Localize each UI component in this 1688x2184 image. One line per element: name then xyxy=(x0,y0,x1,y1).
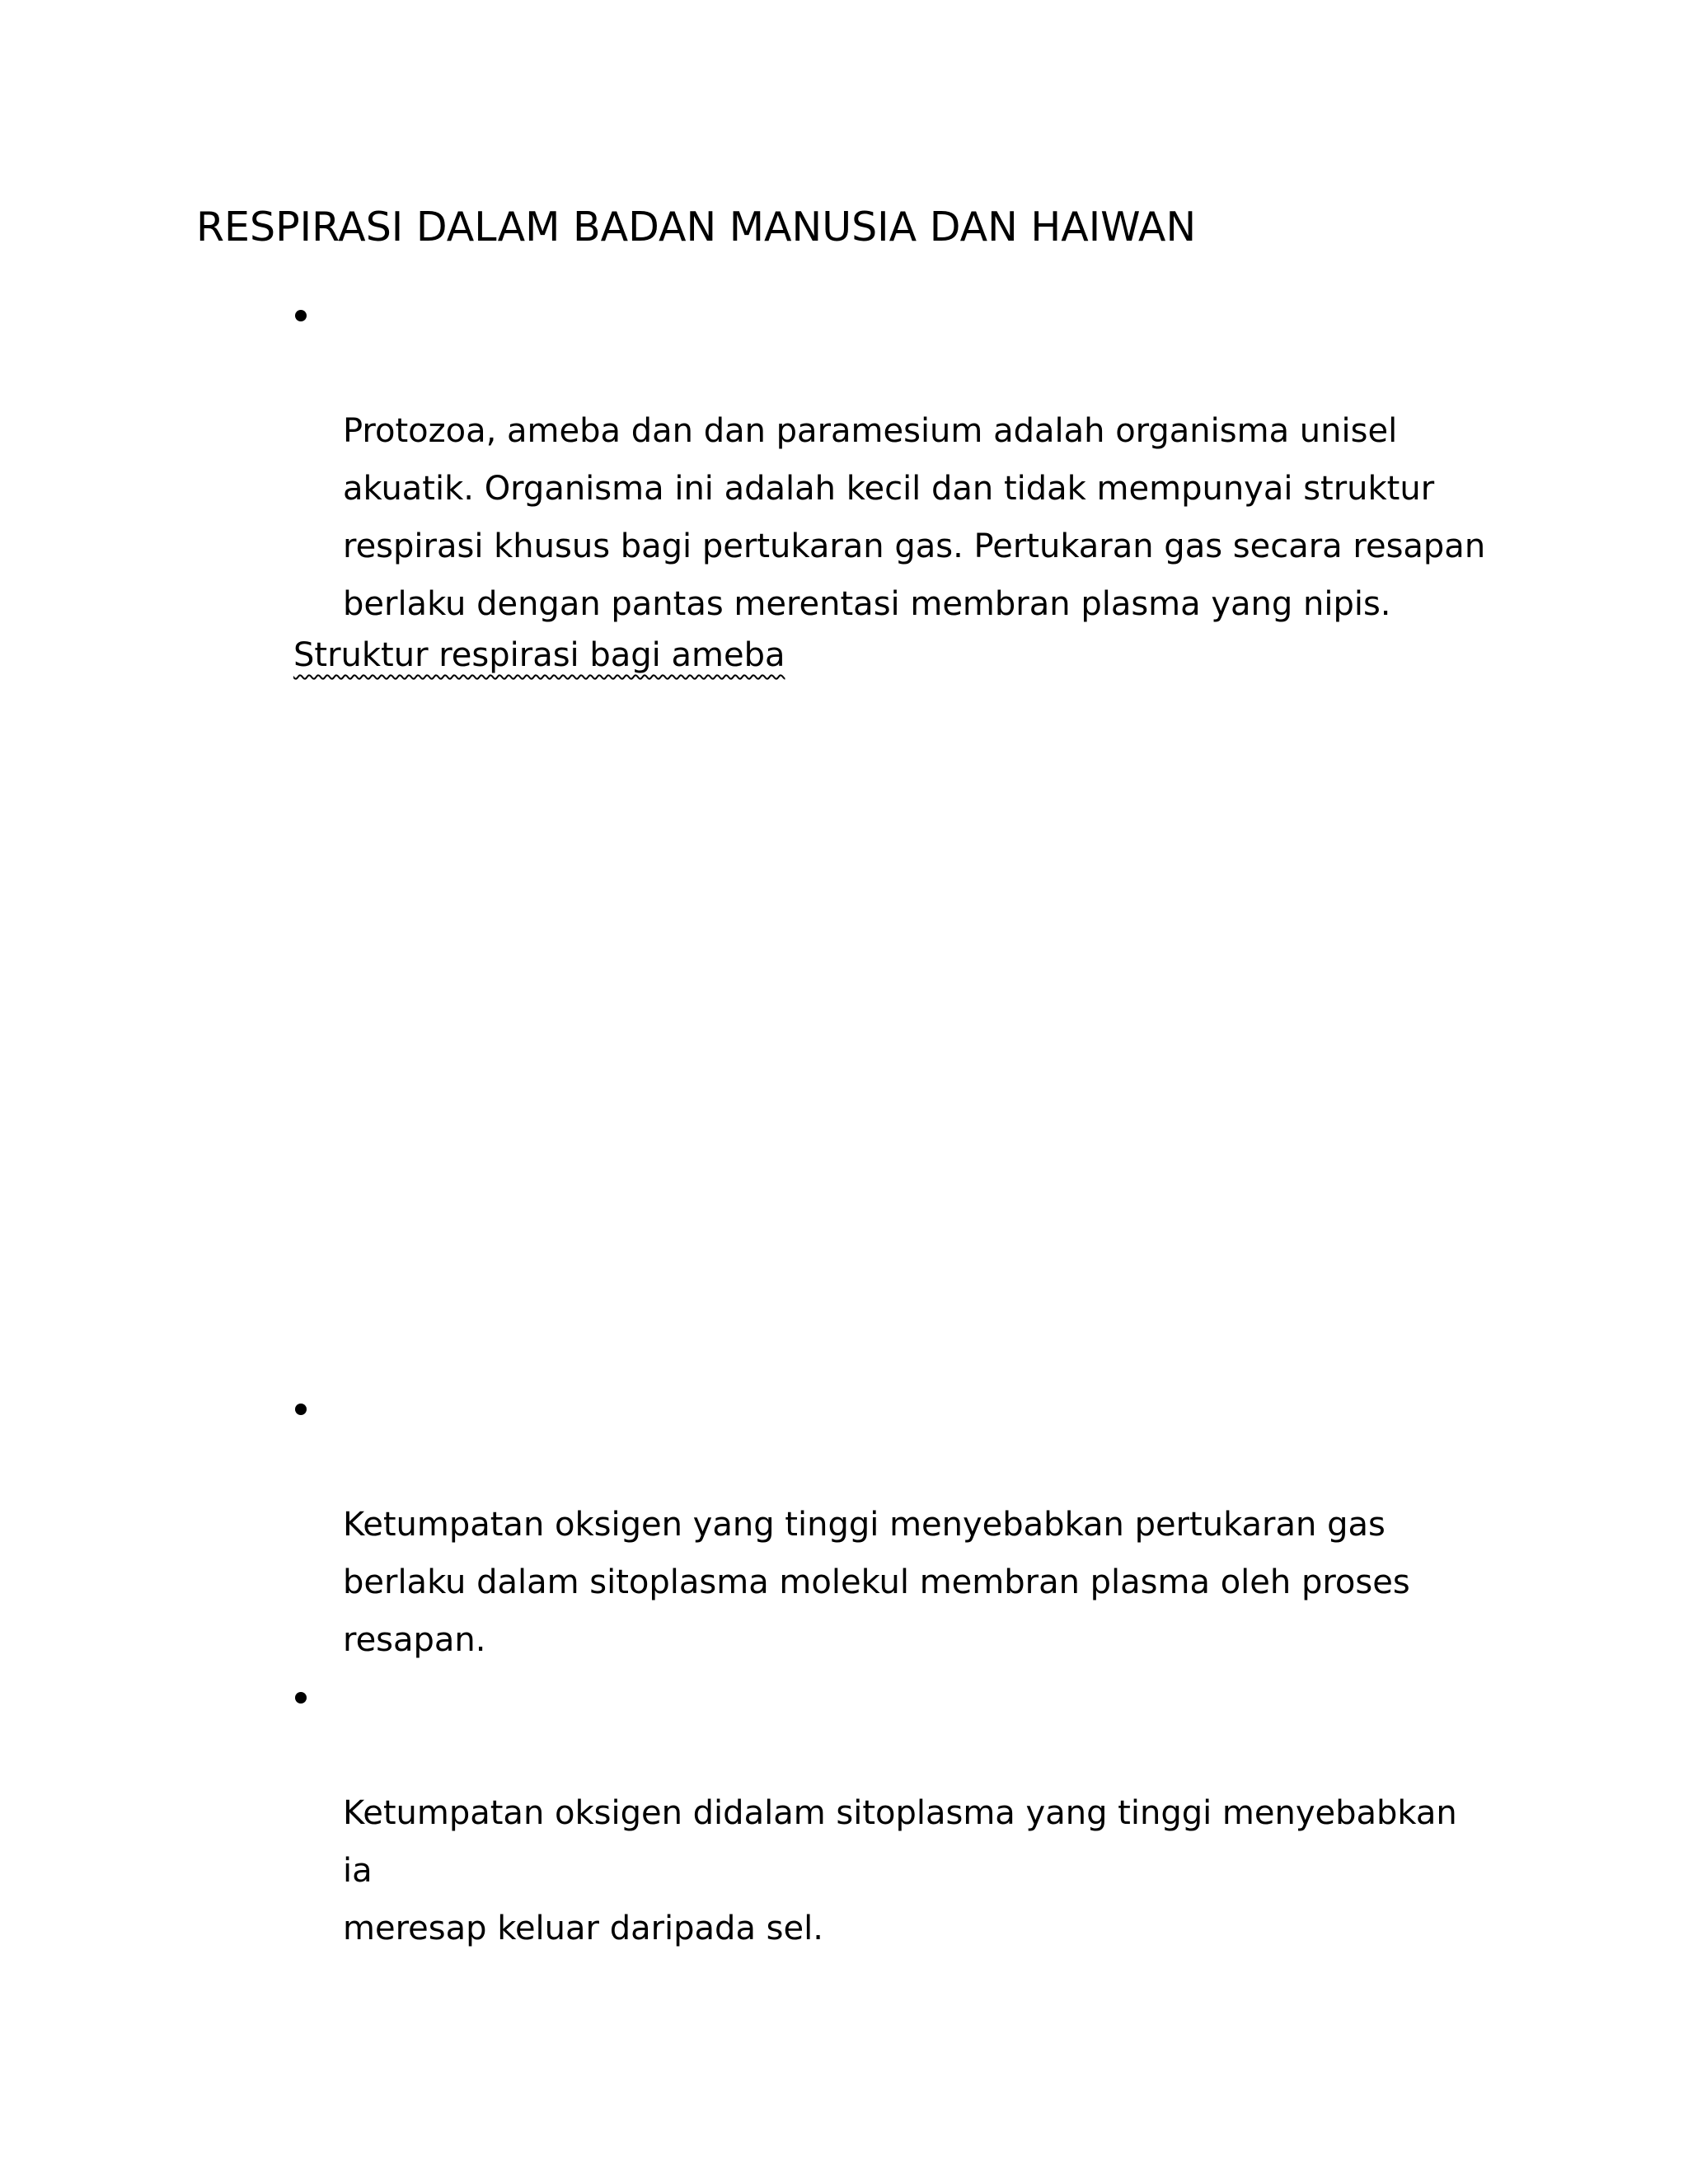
bullet-icon xyxy=(295,1404,307,1415)
figure-placeholder xyxy=(293,709,1447,1335)
list-item xyxy=(0,287,1489,633)
bullet-icon xyxy=(295,1692,307,1704)
intro-bullet-list xyxy=(0,287,1489,633)
page-title: RESPIRASI DALAM BADAN MANUSIA DAN HAIWAN xyxy=(196,204,1197,251)
bullet-text: Ketumpatan oksigen yang tinggi menyebabkan pertukaran gas berlaku dalam sitoplasma molekul membran plasma oleh proses resapan. xyxy=(343,1506,1410,1659)
list-item xyxy=(0,1669,1489,1957)
bullet-text: Ketumpatan oksigen didalam sitoplasma yang tinggi menyebabkan ia meresap keluar daripada sel. xyxy=(343,1794,1457,1947)
detail-bullet-list xyxy=(0,1380,1489,1957)
bullet-text: Protozoa, ameba dan dan paramesium adalah organisma unisel akuatik. Organisma ini adalah kecil dan tidak mempunyai struktur respirasi khusus bagi pertukaran gas. Pertukaran gas secara resapan berlaku dengan pantas merentasi membran plasma yang nipis. xyxy=(343,412,1486,623)
bullet-icon xyxy=(295,310,307,321)
section-subheading: Struktur respirasi bagi ameba xyxy=(293,636,785,674)
list-item xyxy=(0,1380,1489,1669)
